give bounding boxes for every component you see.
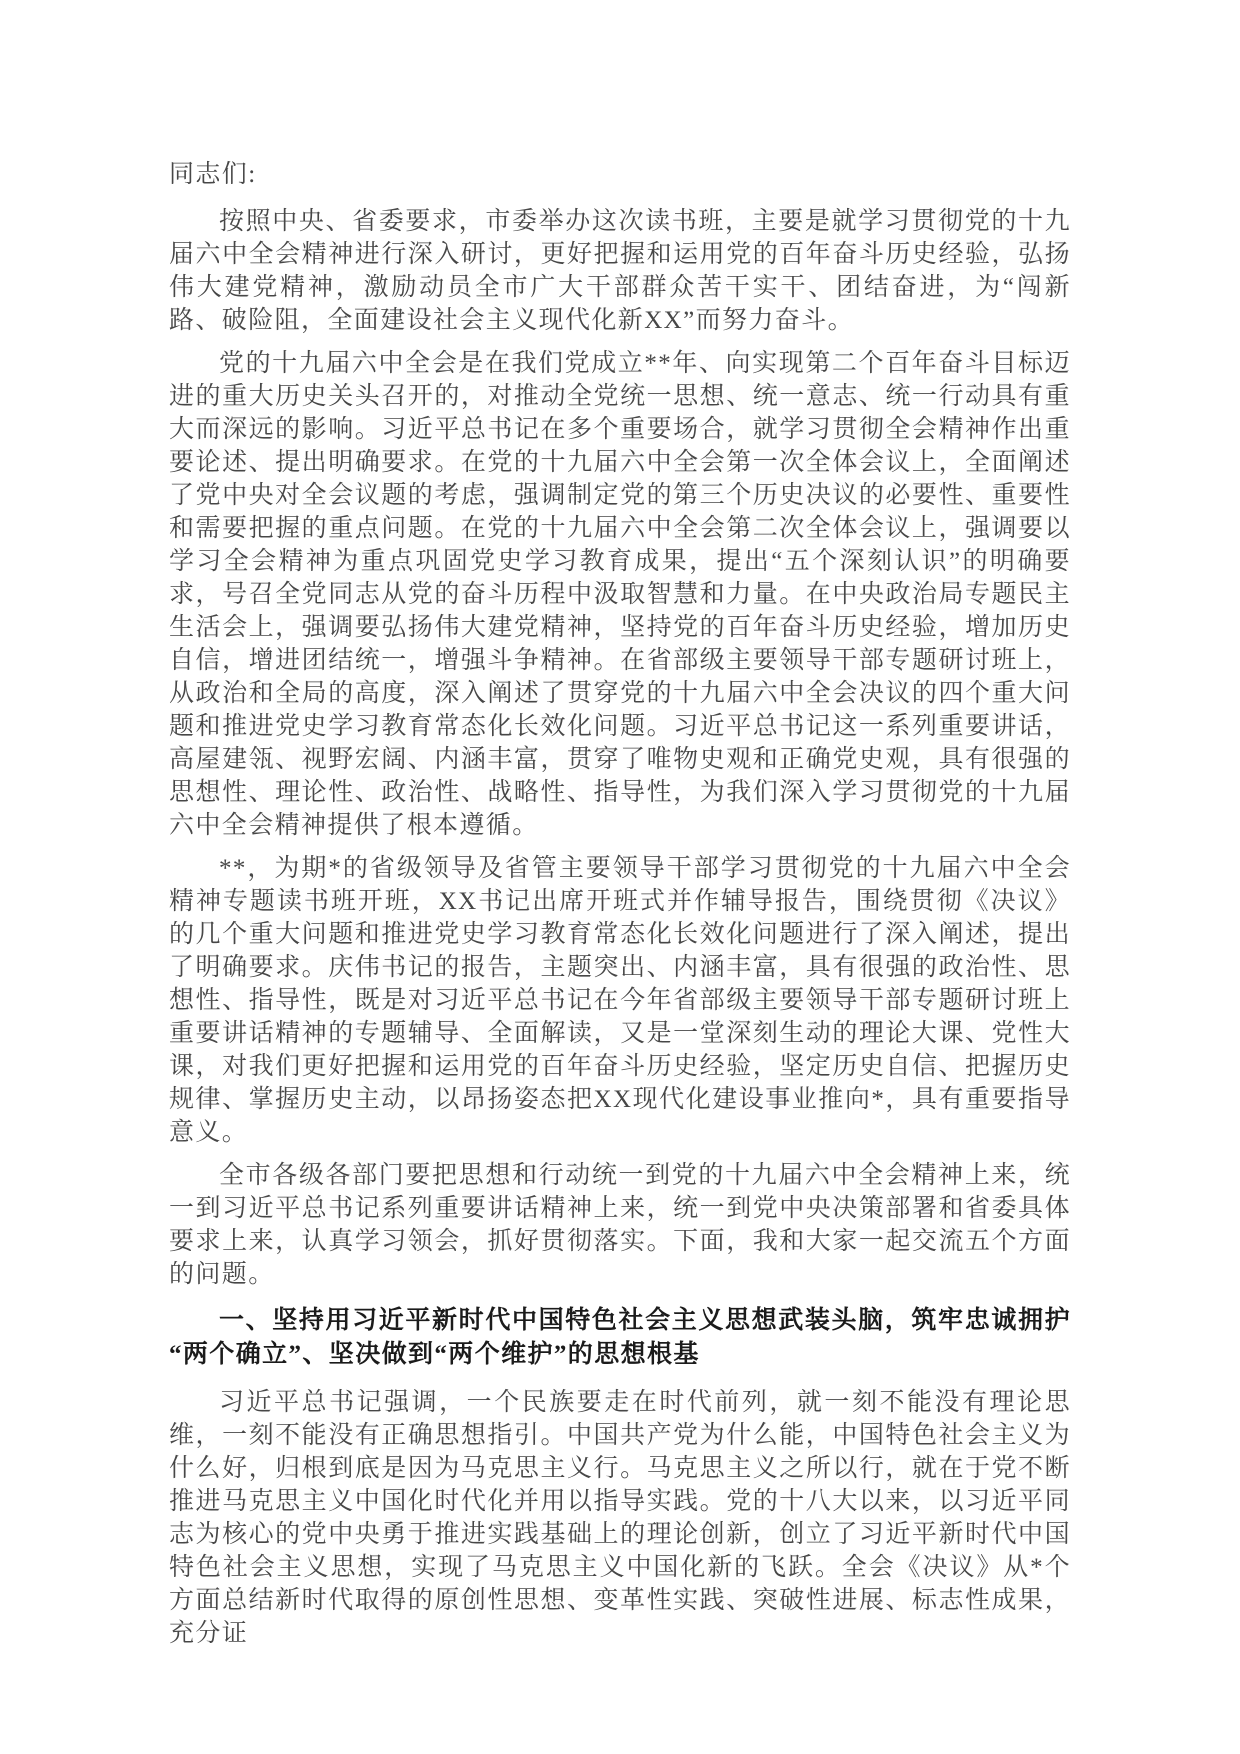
paragraph-theory-armed: 习近平总书记强调，一个民族要走在时代前列，就一刻不能没有理论思维，一刻不能没有正确思想指引。中国共产党为什么能，中国特色社会主义为什么好，归根到底是因为马克思主义行。马克思主义之所以行，就在于党不断推进马克思主义中国化时代化并用以指导实践。党的十八大以来，以习近平同志为核心的党中央勇于推进实践基础上的理论创新，创立了习近平新时代中国特色社会主义思想，实现了马克思主义中国化新的飞跃。全会《决议》从*个方面总结新时代取得的原创性思想、变革性实践、突破性进展、标志性成果，充分证 <box>169 1389 1071 1647</box>
paragraph-intro: 按照中央、省委要求，市委举办这次读书班，主要是就学习贯彻党的十九届六中全会精神进行深入研讨，更好把握和运用党的百年奋斗历史经验，弘扬伟大建党精神，激励动员全市广大干部群众苦干实干、团结奋进，为“闯新路、破险阻，全面建设社会主义现代化新XX”而努力奋斗。 <box>169 208 1071 334</box>
salutation: 同志们: <box>169 161 257 188</box>
paragraph-provincial-study-class: **，为期*的省级领导及省管主要领导干部学习贯彻党的十九届六中全会精神专题读书班开班，XX书记出席开班式并作辅导报告，围绕贯彻《决议》的几个重大问题和推进党史学习教育常态化长效化问题进行了深入阐述，提出了明确要求。庆伟书记的报告，主题突出、内涵丰富，具有很强的政治性、思想性、指导性，既是对习近平总书记在今年省部级主要领导干部专题研讨班上重要讲话精神的专题辅导、全面解读，又是一堂深刻生动的理论大课、党性大课，对我们更好把握和运用党的百年奋斗历史经验，坚定历史自信、把握历史规律、掌握历史主动，以昂扬姿态把XX现代化建设事业推向*，具有重要指导意义。 <box>169 855 1071 1146</box>
section-heading-1: 一、坚持用习近平新时代中国特色社会主义思想武装头脑，筑牢忠诚拥护“两个确立”、坚决做到“两个维护”的思想根基 <box>169 1307 1071 1368</box>
paragraph-plenary-significance: 党的十九届六中全会是在我们党成立**年、向实现第二个百年奋斗目标迈进的重大历史关头召开的，对推动全党统一思想、统一意志、统一行动具有重大而深远的影响。习近平总书记在多个重要场合，就学习贯彻全会精神作出重要论述、提出明确要求。在党的十九届六中全会第一次全体会议上，全面阐述了党中央对全会议题的考虑，强调制定党的第三个历史决议的必要性、重要性和需要把握的重点问题。在党的十九届六中全会第二次全体会议上，强调要以学习全会精神为重点巩固党史学习教育成果，提出“五个深刻认识”的明确要求，号召全党同志从党的奋斗历程中汲取智慧和力量。在中央政治局专题民主生活会上，强调要弘扬伟大建党精神，坚持党的百年奋斗历史经验，增加历史自信，增进团结统一，增强斗争精神。在省部级主要领导干部专题研讨班上，从政治和全局的高度，深入阐述了贯穿党的十九届六中全会决议的四个重大问题和推进党史学习教育常态化长效化问题。习近平总书记这一系列重要讲话，高屋建瓴、视野宏阔、内涵丰富，贯穿了唯物史观和正确党史观，具有很强的思想性、理论性、政治性、战略性、指导性，为我们深入学习贯彻党的十九届六中全会精神提供了根本遵循。 <box>169 350 1071 839</box>
paragraph-unify-thought: 全市各级各部门要把思想和行动统一到党的十九届六中全会精神上来，统一到习近平总书记系列重要讲话精神上来，统一到党中央决策部署和省委具体要求上来，认真学习领会，抓好贯彻落实。下面，我和大家一起交流五个方面的问题。 <box>169 1162 1071 1288</box>
